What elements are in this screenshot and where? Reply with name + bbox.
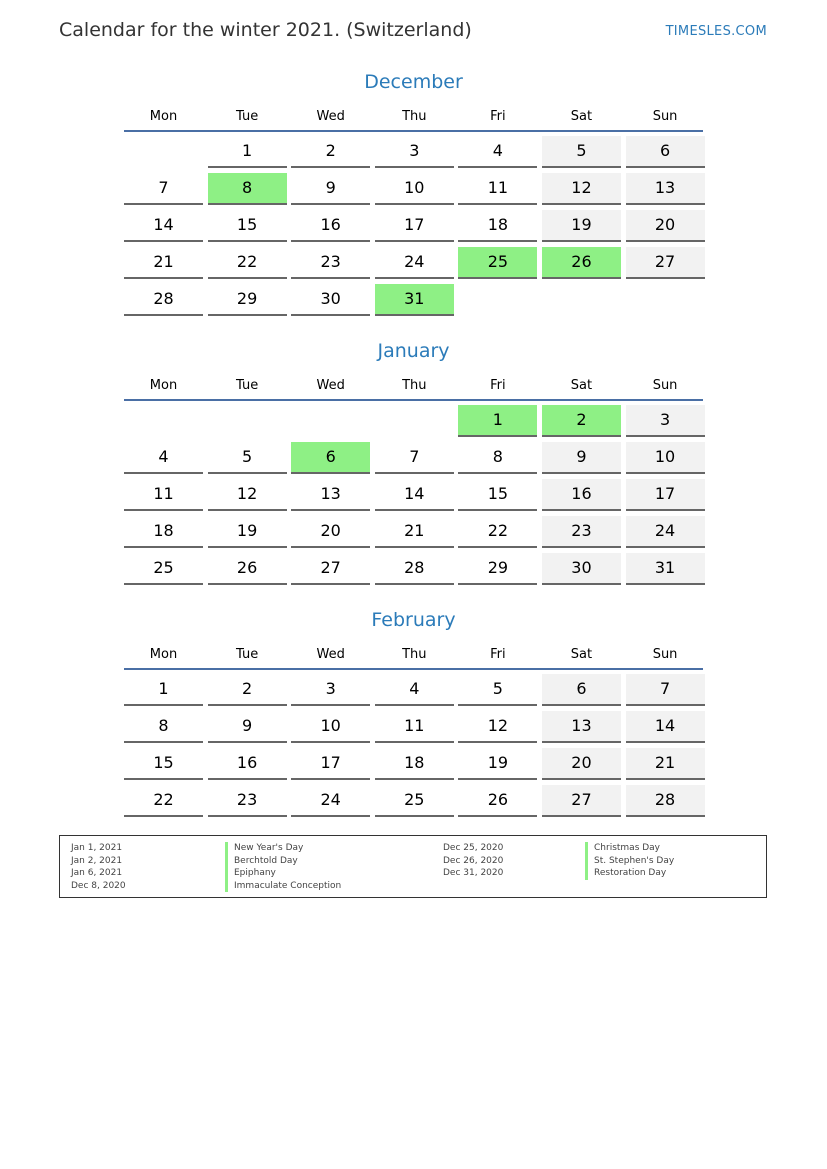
day-cell: 20 bbox=[291, 516, 370, 548]
day-cell: 4 bbox=[124, 442, 203, 474]
weekday-label: Fri bbox=[490, 109, 506, 124]
legend-holiday-name: Epiphany bbox=[225, 867, 341, 880]
day-cell: 4 bbox=[375, 674, 454, 706]
day-cell: 27 bbox=[626, 247, 705, 279]
day-grid bbox=[124, 405, 706, 585]
day-cell: 21 bbox=[626, 748, 705, 780]
day-cell: 18 bbox=[458, 210, 537, 242]
day-cell: 29 bbox=[458, 553, 537, 585]
legend-date: Dec 25, 2020 bbox=[443, 843, 504, 853]
holiday-day-cell: 2 bbox=[542, 405, 621, 437]
day-cell: 6 bbox=[626, 136, 705, 168]
day-cell: 16 bbox=[542, 479, 621, 511]
day-cell: 10 bbox=[626, 442, 705, 474]
weekday-label: Tue bbox=[235, 378, 259, 393]
day-cell: 28 bbox=[375, 553, 454, 585]
day-cell: 10 bbox=[291, 711, 370, 743]
day-cell: 11 bbox=[124, 479, 203, 511]
day-cell: 12 bbox=[542, 173, 621, 205]
weekday-header bbox=[124, 96, 703, 132]
site-link[interactable]: TIMESLES.COM bbox=[665, 24, 767, 39]
day-cell: 2 bbox=[208, 674, 287, 706]
weekday-label: Sun bbox=[652, 109, 678, 124]
day-cell: 23 bbox=[542, 516, 621, 548]
weekday-label: Tue bbox=[235, 109, 259, 124]
legend-date: Jan 1, 2021 bbox=[71, 843, 123, 853]
weekday-label: Sat bbox=[570, 378, 593, 393]
day-cell: 1 bbox=[124, 674, 203, 706]
weekday-label: Sun bbox=[652, 647, 678, 662]
legend-holiday-name: Immaculate Conception bbox=[225, 880, 341, 893]
day-cell: 19 bbox=[542, 210, 621, 242]
day-cell: 23 bbox=[291, 247, 370, 279]
day-cell: 8 bbox=[458, 442, 537, 474]
legend-holiday-name: Restoration Day bbox=[585, 867, 674, 880]
day-cell: 27 bbox=[542, 785, 621, 817]
holiday-day-cell: 8 bbox=[208, 173, 287, 205]
day-cell: 30 bbox=[291, 284, 370, 316]
day-cell: 26 bbox=[208, 553, 287, 585]
empty-cell bbox=[208, 405, 287, 435]
day-cell: 26 bbox=[458, 785, 537, 817]
holiday-day-cell: 25 bbox=[458, 247, 537, 279]
weekday-label: Sat bbox=[570, 109, 593, 124]
day-cell: 7 bbox=[375, 442, 454, 474]
weekday-label: Thu bbox=[402, 378, 427, 393]
weekday-label: Mon bbox=[149, 647, 178, 662]
weekday-label: Thu bbox=[402, 647, 427, 662]
month-december bbox=[121, 68, 706, 316]
day-cell: 7 bbox=[124, 173, 203, 205]
day-grid bbox=[124, 136, 706, 316]
day-cell: 3 bbox=[626, 405, 705, 437]
day-cell: 9 bbox=[291, 173, 370, 205]
weekday-label: Wed bbox=[316, 647, 345, 662]
day-cell: 14 bbox=[626, 711, 705, 743]
day-cell: 18 bbox=[124, 516, 203, 548]
month-january bbox=[121, 337, 706, 585]
empty-cell bbox=[375, 405, 454, 435]
day-cell: 9 bbox=[542, 442, 621, 474]
holiday-day-cell: 31 bbox=[375, 284, 454, 316]
month-title: January bbox=[377, 340, 450, 362]
day-cell: 15 bbox=[124, 748, 203, 780]
page-title: Calendar for the winter 2021. (Switzerland) bbox=[59, 19, 472, 41]
day-cell: 13 bbox=[542, 711, 621, 743]
day-cell: 17 bbox=[291, 748, 370, 780]
day-cell: 28 bbox=[124, 284, 203, 316]
day-cell: 13 bbox=[291, 479, 370, 511]
day-grid bbox=[124, 674, 706, 817]
day-cell: 27 bbox=[291, 553, 370, 585]
day-cell: 15 bbox=[458, 479, 537, 511]
day-cell: 19 bbox=[208, 516, 287, 548]
day-cell: 22 bbox=[208, 247, 287, 279]
weekday-label: Wed bbox=[316, 109, 345, 124]
weekday-label: Mon bbox=[149, 109, 178, 124]
day-cell: 29 bbox=[208, 284, 287, 316]
day-cell: 4 bbox=[458, 136, 537, 168]
day-cell: 17 bbox=[375, 210, 454, 242]
legend-date: Jan 6, 2021 bbox=[71, 868, 123, 878]
day-cell: 5 bbox=[458, 674, 537, 706]
day-cell: 16 bbox=[208, 748, 287, 780]
day-cell: 22 bbox=[458, 516, 537, 548]
day-cell: 5 bbox=[542, 136, 621, 168]
empty-cell bbox=[124, 405, 203, 435]
legend-names-left bbox=[225, 842, 341, 892]
day-cell: 21 bbox=[375, 516, 454, 548]
legend-dates-right bbox=[443, 842, 503, 880]
weekday-label: Wed bbox=[316, 378, 345, 393]
day-cell: 13 bbox=[626, 173, 705, 205]
weekday-label: Mon bbox=[149, 378, 178, 393]
legend-holiday-name: St. Stephen's Day bbox=[585, 855, 674, 868]
day-cell: 12 bbox=[208, 479, 287, 511]
weekday-label: Sun bbox=[652, 378, 678, 393]
day-cell: 1 bbox=[208, 136, 287, 168]
weekday-label: Thu bbox=[402, 109, 427, 124]
weekday-label: Fri bbox=[490, 378, 506, 393]
day-cell: 22 bbox=[124, 785, 203, 817]
day-cell: 28 bbox=[626, 785, 705, 817]
day-cell: 3 bbox=[291, 674, 370, 706]
day-cell: 19 bbox=[458, 748, 537, 780]
holiday-legend bbox=[59, 835, 767, 898]
legend-holiday-name: New Year's Day bbox=[225, 842, 341, 855]
weekday-header bbox=[124, 634, 703, 670]
legend-dates-left bbox=[71, 842, 126, 892]
weekday-label: Tue bbox=[235, 647, 259, 662]
day-cell: 20 bbox=[626, 210, 705, 242]
holiday-day-cell: 26 bbox=[542, 247, 621, 279]
holiday-day-cell: 6 bbox=[291, 442, 370, 474]
day-cell: 15 bbox=[208, 210, 287, 242]
day-cell: 9 bbox=[208, 711, 287, 743]
day-cell: 5 bbox=[208, 442, 287, 474]
day-cell: 24 bbox=[291, 785, 370, 817]
legend-date: Dec 8, 2020 bbox=[71, 880, 126, 891]
legend-date: Dec 26, 2020 bbox=[443, 855, 504, 866]
legend-date: Jan 2, 2021 bbox=[71, 855, 123, 866]
day-cell: 23 bbox=[208, 785, 287, 817]
day-cell: 16 bbox=[291, 210, 370, 242]
day-cell: 6 bbox=[542, 674, 621, 706]
legend-holiday-name: Christmas Day bbox=[585, 842, 674, 855]
day-cell: 3 bbox=[375, 136, 454, 168]
day-cell: 17 bbox=[626, 479, 705, 511]
day-cell: 21 bbox=[124, 247, 203, 279]
month-title: December bbox=[364, 71, 463, 93]
day-cell: 2 bbox=[291, 136, 370, 168]
empty-cell bbox=[291, 405, 370, 435]
day-cell: 14 bbox=[375, 479, 454, 511]
day-cell: 11 bbox=[375, 711, 454, 743]
day-cell: 25 bbox=[375, 785, 454, 817]
day-cell: 31 bbox=[626, 553, 705, 585]
day-cell: 24 bbox=[626, 516, 705, 548]
day-cell: 25 bbox=[124, 553, 203, 585]
day-cell: 30 bbox=[542, 553, 621, 585]
day-cell: 8 bbox=[124, 711, 203, 743]
month-title: February bbox=[371, 609, 456, 631]
empty-cell bbox=[124, 136, 203, 166]
day-cell: 11 bbox=[458, 173, 537, 205]
weekday-label: Fri bbox=[490, 647, 506, 662]
weekday-label: Sat bbox=[570, 647, 593, 662]
day-cell: 12 bbox=[458, 711, 537, 743]
day-cell: 24 bbox=[375, 247, 454, 279]
day-cell: 20 bbox=[542, 748, 621, 780]
day-cell: 14 bbox=[124, 210, 203, 242]
month-february bbox=[121, 606, 706, 817]
legend-date: Dec 31, 2020 bbox=[443, 868, 504, 878]
legend-holiday-name: Berchtold Day bbox=[225, 855, 341, 868]
day-cell: 10 bbox=[375, 173, 454, 205]
day-cell: 18 bbox=[375, 748, 454, 780]
day-cell: 7 bbox=[626, 674, 705, 706]
legend-names-right bbox=[585, 842, 674, 880]
weekday-header bbox=[124, 365, 703, 401]
holiday-day-cell: 1 bbox=[458, 405, 537, 437]
